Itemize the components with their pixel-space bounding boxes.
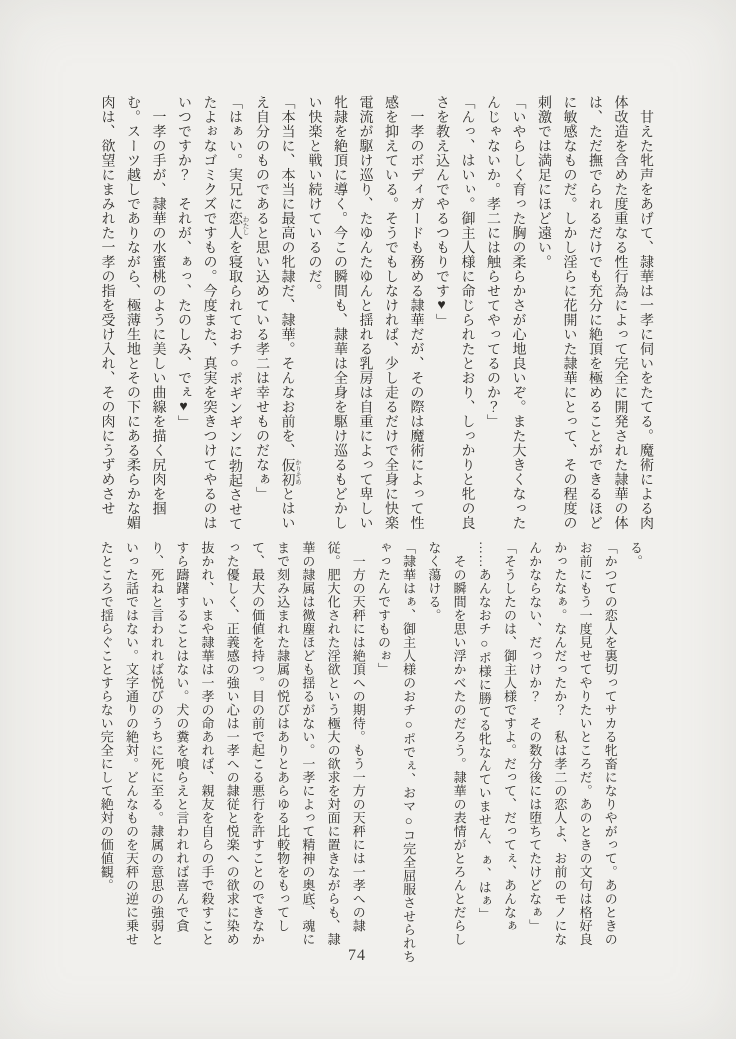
text-line: て、最大の価値を持つ。目の前で起こる悪行を許すことのできなか: [249, 541, 265, 946]
text-line: 体改造を含めた度重なる性行為によって完全に開発された隷華の体: [612, 95, 628, 530]
text-line: い快楽と戦い続けているのだ。: [306, 95, 322, 298]
text-line: 牝隷を絶頂に導く。今この瞬間も、隷華は全身を駆け巡るもどかし: [332, 95, 347, 530]
text-line: まで刻み込まれた隷属の悦びはありとあらゆる比較物をもってし: [275, 541, 291, 933]
text-line: 肉は、欲望にまみれた一孝の指を受け入れ、その肉にうずめさせ: [99, 95, 115, 516]
text-line: 「本当に、本当に最高の牝隷だ、隷華。そんなお前を、仮初 かりそめとはい: [279, 95, 301, 530]
text-line: いった話ではない。文字通りの絶対。どんなものを天秤の逆に乗せ: [123, 541, 139, 946]
text-line: り、死ねと言われれば悦びのうちに死に至る。隷属の意思の強弱と: [149, 541, 165, 946]
text-line: その瞬間を思い浮かべたのだろう。隷華の表情がとろんとだらし: [451, 541, 467, 946]
text-line: いつですか？ それが、ぁっ、たのしみ、でぇ♥」: [176, 95, 191, 430]
text-line: 従。肥大化された淫欲という極大の欲求を対面に置きながらも、隷: [325, 541, 341, 946]
text-line: ……あんなおチ○ポ様に勝てる牝なんていません、ぁ、はぁ」: [476, 541, 492, 921]
text-line: たよぉなゴミクズですもの。今度また、真実を突きつけてやるのは: [201, 95, 217, 530]
text-line: 「いやらしく育った胸の柔らかさが心地良いぞ。また大きくなった: [510, 95, 526, 530]
vertical-text-block-top: [94, 95, 658, 531]
text-line: んじゃないか。孝二には触らせてやってるのか？」: [485, 95, 500, 429]
text-line: 一方の天秤には絶頂への期待。もう一方の天秤には一孝への隷: [350, 541, 366, 933]
text-line: さを教え込んでやるつもりです♥」: [434, 95, 449, 328]
text-line: った優しく、正義感の強い心は一孝への隷従と悦楽への欲求に染め: [224, 541, 240, 946]
page-number: 74: [348, 947, 366, 964]
text-line: 抜かれ、いまや隷華は一孝の命あれば、親友を自らの手で殺すこと: [199, 541, 215, 946]
furigana-ruby: 恋人 わたし: [227, 211, 249, 240]
text-line: は、ただ撫でられるだけでも充分に絶頂を極めることができるほど: [587, 95, 602, 530]
text-line: る。: [628, 541, 643, 568]
text-line: 甘えた牝声をあげて、隷華は一孝に伺いをたてる。魔術による肉: [638, 95, 653, 530]
text-line: んかならない、だっけか？ その数分後には堕ちてたけどなぁ」: [527, 541, 543, 933]
text-line: ゃったんですものぉ」: [375, 541, 391, 676]
text-line: え自分のものであると思い込めている孝二は幸せものだなぁ」: [254, 95, 269, 501]
text-line: 「隷華はぁ、御主人様のおチ○ポでぇ、おマ○コ完全屈服させられち: [401, 541, 417, 964]
text-line: に敏感なものだ。しかし淫らに花開いた隷華にとって、その程度の: [561, 95, 577, 530]
text-line: 一孝の手が、隷華の水蜜桃のように美しい曲線を描く尻肉を掴: [150, 95, 166, 516]
text-line: かったなぁ。なんだったか？ 私は孝二の恋人よ、お前のモノにな: [552, 541, 568, 946]
text-line: すら躊躇することはない。犬の糞を喰らえと言われれば喜んで貪: [174, 541, 190, 933]
text-line: 「はぁい。実兄に恋人 わたしを寝取られておチ○ポギンギンに勃起させて: [227, 95, 249, 531]
text-line: 感を抑えている。そうでもしなければ、少し走るだけで全身に快楽: [383, 95, 398, 530]
text-line: 刺激では満足にほど遠い。: [536, 95, 551, 269]
furigana-ruby: 仮初 かりそめ: [279, 457, 301, 487]
text-line: 「んっ、はいぃ。御主人様に命じられたとおり、しっかりと牝の良: [459, 95, 475, 530]
text-line: なく蕩ける。: [426, 541, 442, 622]
text-line: 「かつての恋人を裏切ってサカる牝畜になりやがって。あのときの: [602, 541, 618, 946]
text-line: 「そうしたのは、御主人様ですよ。だって、だってぇ、あんなぁ: [501, 541, 517, 933]
text-line: む。スーツ越しでありながら、極薄生地とその下にある柔らかな媚: [125, 95, 140, 530]
text-line: 電流が駆け巡り、たゆんたゆんと揺れる乳房は自重によって卑しい: [357, 95, 373, 530]
text-line: たところで揺らぐことすらない完全にして絶対の価値観。: [98, 541, 114, 892]
text-line: お前にもう一度見せてやりたいところだ。あのときの文句は格好良: [577, 541, 593, 946]
text-line: 華の隷属は微塵ほども揺るがない。一孝によって精神の奥底、魂に: [300, 541, 316, 946]
text-line: 一孝のボディガードも務める隷華だが、その際は魔術によって性: [408, 95, 424, 530]
